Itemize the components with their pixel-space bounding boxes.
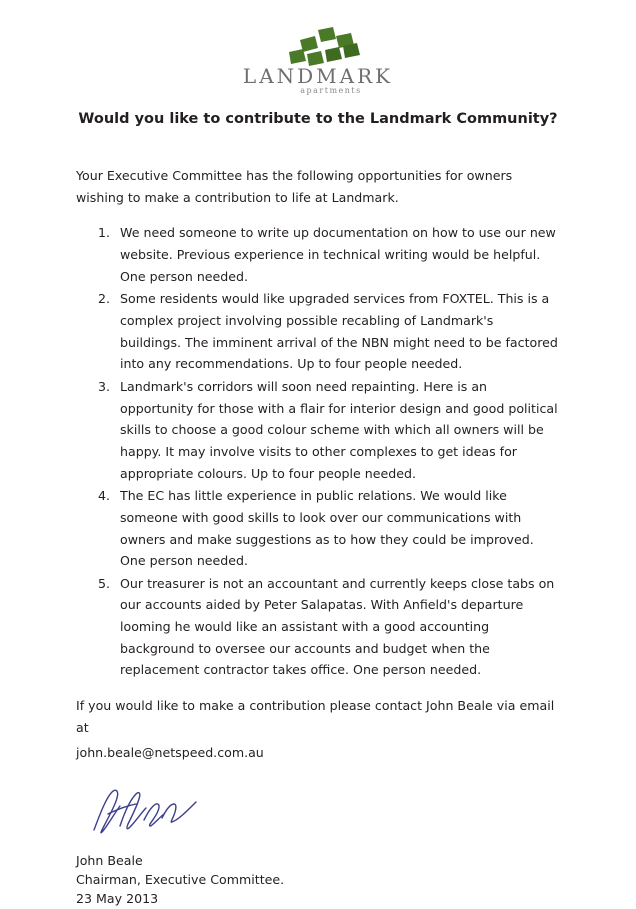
closing-paragraph: If you would like to make a contribution please contact John Beale via email at	[76, 698, 555, 735]
document-body	[0, 165, 636, 909]
list-item: 4. The EC has little experience in public relations. We would like someone with good skills to look over our communications with owners and make suggestions as to how they could be improved. One person needed.	[114, 485, 558, 572]
landmark-leaf-logo-icon	[258, 26, 378, 68]
signoff-name: John Beale	[76, 853, 143, 869]
list-item: 2. Some residents would like upgraded services from FOXTEL. This is a complex project involving possible recabling of Landmark's buildings. The imminent arrival of the NBN might need to be factored into any recommendations. Up to four people needed.	[114, 288, 558, 375]
list-item: 3. Landmark's corridors will soon need repainting. Here is an opportunity for those with a flair for interior design and good political skills to choose a good colour scheme with which all owners will be happy. It may involve visits to other complexes to get ideas for appropriate colours. Up to four people needed.	[114, 376, 558, 484]
intro-paragraph: Your Executive Committee has the following opportunities for owners wishing to make a contribution to life at Landmark.	[76, 168, 513, 205]
list-item: 5. Our treasurer is not an accountant and currently keeps close tabs on our accounts aided by Peter Salapatas. With Anfield's departure looming he would like an assistant with a good accounting background to oversee our accounts and budget when the replacement contractor takes office. One person needed.	[114, 573, 558, 681]
logo-subtext: apartments	[300, 86, 362, 95]
handwritten-signature-icon	[86, 784, 216, 842]
letterhead-logo	[0, 0, 636, 95]
page-title: Would you like to contribute to the Landmark Community?	[78, 111, 558, 127]
signature-image	[86, 784, 558, 842]
signoff-title: Chairman, Executive Committee.	[76, 871, 285, 887]
signoff-date: 23 May 2013	[76, 890, 159, 906]
signoff-block	[76, 852, 558, 909]
opportunities-list	[76, 222, 558, 681]
list-item: 1. We need someone to write up documentation on how to use our new website. Previous experience in technical writing would be helpful. One person needed.	[114, 222, 558, 287]
logo-wordmark: LANDMARK	[242, 64, 394, 88]
contact-email: john.beale@netspeed.com.au	[76, 745, 264, 761]
